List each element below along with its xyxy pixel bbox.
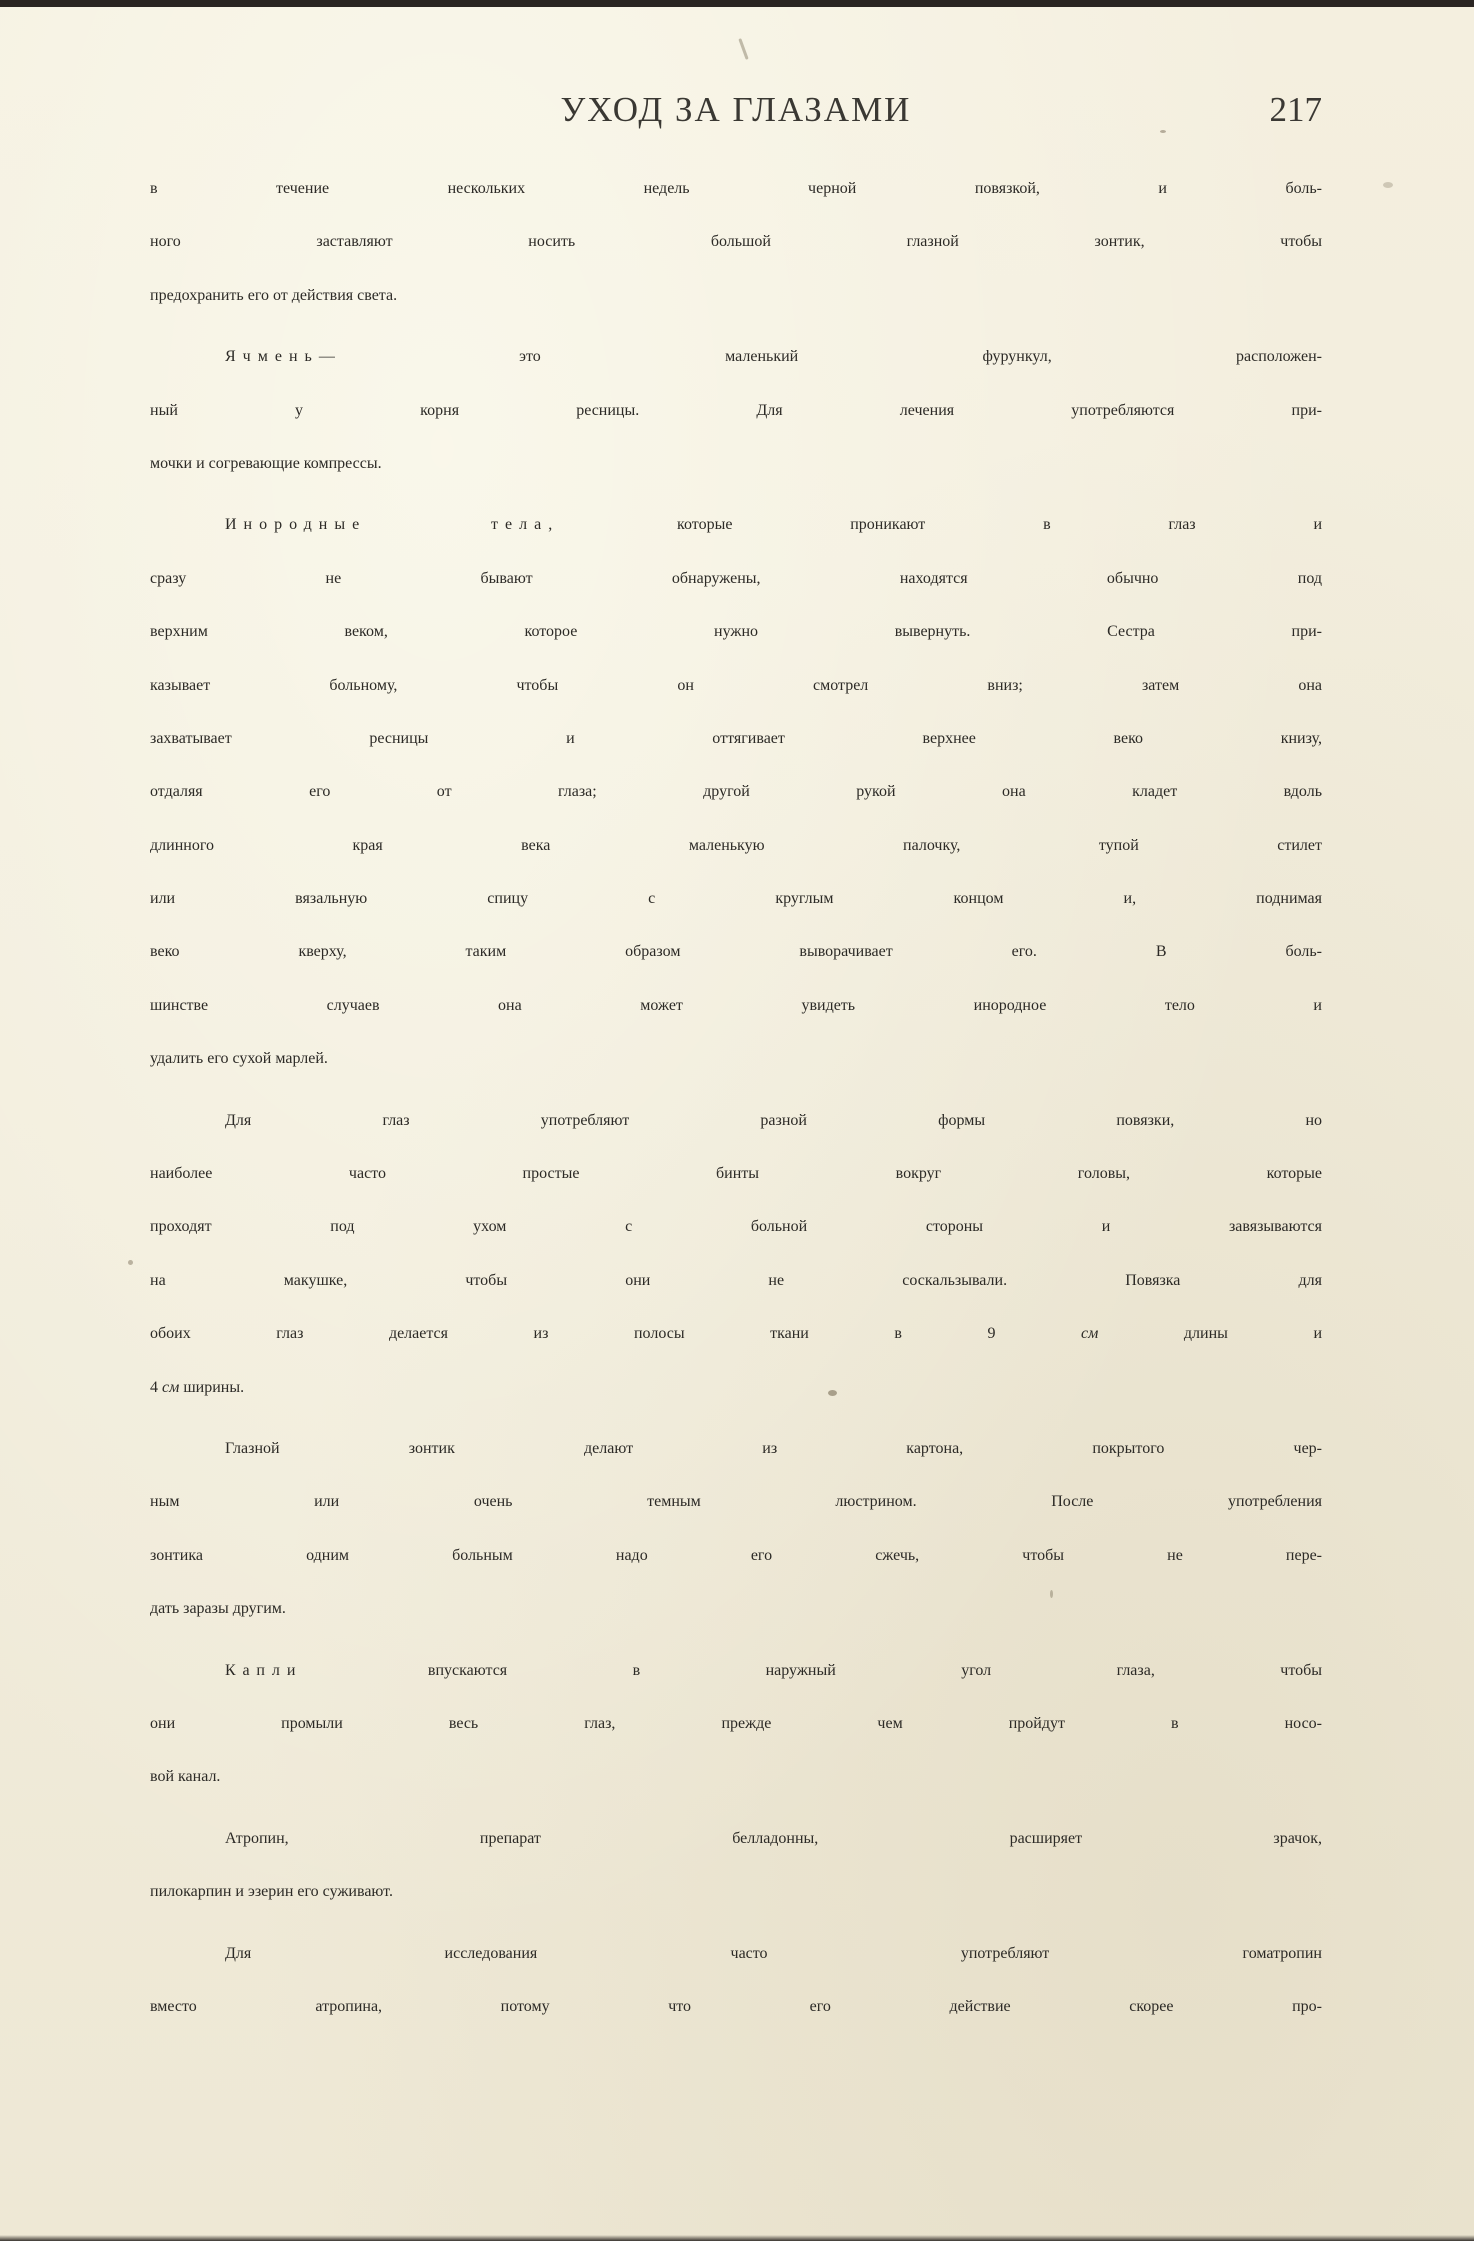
text-line	[150, 348, 1322, 401]
paragraph-2	[150, 348, 1322, 508]
term-emphasis: Ячмень	[225, 348, 319, 366]
text-line: ный у корня ресницы. Для лечения употребляются при-	[150, 401, 1322, 419]
text-line: ным или очень темным люстрином. После употребления	[150, 1493, 1322, 1511]
paragraph-4	[150, 1112, 1322, 1432]
text-line: обоих глаз делается из полосы ткани в 9 см длины и	[150, 1325, 1322, 1343]
text-line: ного заставляют носить большой глазной зонтик, чтобы	[150, 233, 1322, 251]
text-line	[150, 1662, 1322, 1715]
text-line: вместо атропина, потому что его действие скорее про-	[150, 1997, 1322, 2015]
text-line: или вязальную спицу с круглым концом и, поднимая	[150, 890, 1322, 908]
text-line: Атропин, препарат белладонны, расширяет зрачок,	[225, 1829, 1322, 1847]
paragraph-5	[150, 1440, 1322, 1654]
text-line: верхним веком, которое нужно вывернуть. Сестра при-	[150, 623, 1322, 641]
scan-speck	[1383, 182, 1393, 188]
text-line: Для исследования часто употребляют гоматропин	[225, 1944, 1322, 1962]
term-emphasis: Капли	[225, 1661, 303, 1679]
page-header	[150, 90, 1322, 140]
paragraph-6	[150, 1662, 1322, 1822]
text-line: наиболее часто простые бинты вокруг головы, которые	[150, 1165, 1322, 1183]
text-line: они промыли весь глаз, прежде чем пройдут в носо-	[150, 1714, 1322, 1732]
body-text	[150, 180, 1322, 2059]
text-line: Для глаз употребляют разной формы повязки, но	[225, 1111, 1322, 1129]
running-head: УХОД ЗА ГЛАЗАМИ	[560, 90, 912, 129]
paragraph-3	[150, 516, 1322, 1103]
text-fragment: впускаются в наружный угол глаза, чтобы	[302, 1661, 1322, 1679]
paragraph-8	[150, 1945, 1322, 2052]
text-fragment: — это маленький фурункул, расположен-	[318, 348, 1322, 366]
text-line: зонтика одним больным надо его сжечь, чтобы не пере-	[150, 1546, 1322, 1564]
text-fragment: которые проникают в глаз и	[559, 516, 1322, 534]
text-line: Глазной зонтик делают из картона, покрытого чер-	[225, 1439, 1322, 1457]
scan-top-edge	[0, 0, 1474, 7]
term-emphasis: Инородные тела,	[225, 516, 560, 534]
unit-italic: см	[162, 1378, 180, 1396]
text-line: казывает больному, чтобы он смотрел вниз; затем она	[150, 676, 1322, 694]
text-line	[150, 516, 1322, 569]
text-line: в течение нескольких недель черной повязкой, и боль-	[150, 180, 1322, 197]
text-line: веко кверху, таким образом выворачивает его. В боль-	[150, 943, 1322, 961]
scan-speck	[828, 1390, 837, 1396]
text-line: захватывает ресницы и оттягивает верхнее веко книзу,	[150, 729, 1322, 747]
text-line: дать заразы другим.	[150, 1600, 286, 1618]
scan-speck	[128, 1260, 133, 1265]
text-line: проходят под ухом с больной стороны и завязываются	[150, 1218, 1322, 1236]
text-line: на макушке, чтобы они не соскальзывали. Повязка для	[150, 1271, 1322, 1289]
text-line: вой канал.	[150, 1768, 221, 1786]
scan-speck	[738, 38, 748, 60]
text-line: пилокарпин и эзерин его суживают.	[150, 1883, 393, 1901]
scan-speck	[1160, 130, 1166, 133]
text-line: сразу не бывают обнаружены, находятся обычно под	[150, 569, 1322, 587]
paragraph-7	[150, 1830, 1322, 1937]
text-line: мочки и согревающие компрессы.	[150, 454, 382, 472]
text-line: длинного края века маленькую палочку, тупой стилет	[150, 836, 1322, 854]
page-number: 217	[1269, 90, 1322, 129]
text-line: 4 см ширины.	[150, 1378, 245, 1396]
text-line: шинстве случаев она может увидеть инородное тело и	[150, 996, 1322, 1014]
text-line: отдаляя его от глаза; другой рукой она кладет вдоль	[150, 783, 1322, 801]
scan-speck	[1050, 1590, 1053, 1598]
text-line: предохранить его от действия света.	[150, 286, 398, 304]
scan-bottom-edge	[0, 2235, 1474, 2241]
text-line: удалить его сухой марлей.	[150, 1050, 328, 1068]
unit-italic: см	[1081, 1325, 1099, 1343]
paragraph-1	[150, 180, 1322, 340]
